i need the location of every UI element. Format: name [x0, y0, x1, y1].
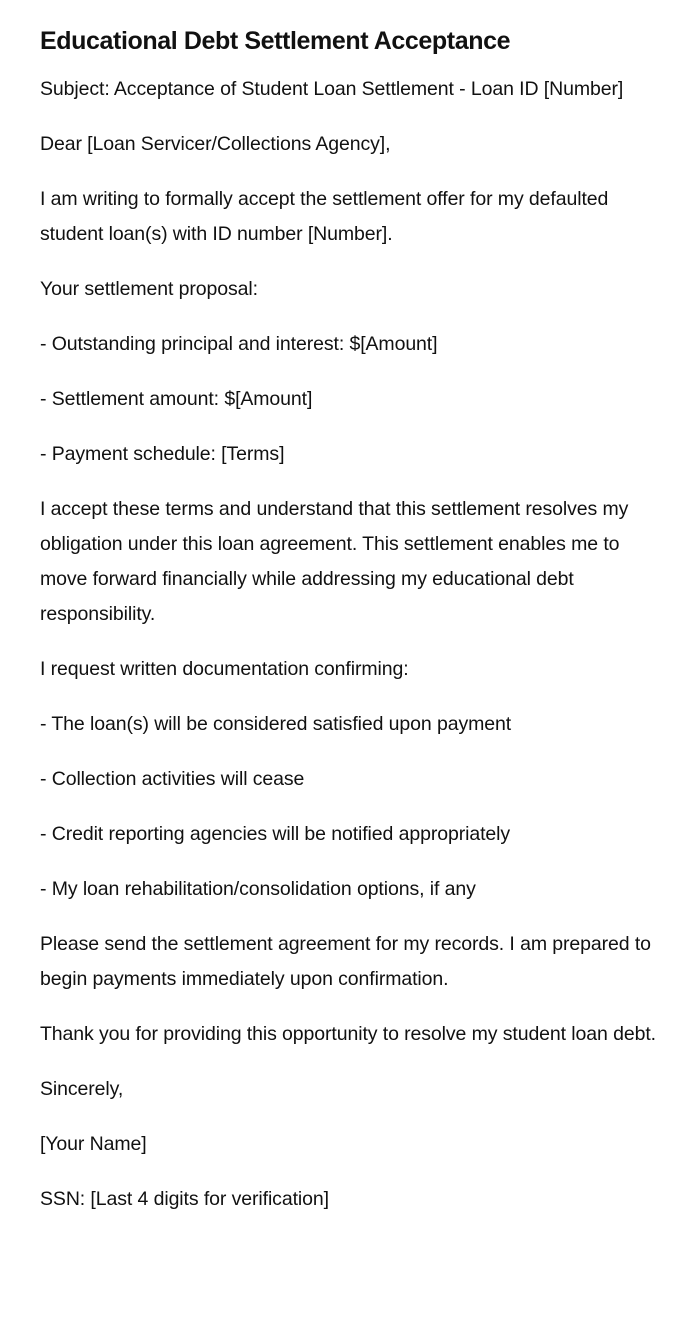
- intro-paragraph: I am writing to formally accept the settlement offer for my defaulted student loan(s) with ID number [Number].: [40, 188, 609, 245]
- request-item: - Credit reporting agencies will be notified appropriately: [40, 823, 511, 845]
- proposal-heading: Your settlement proposal:: [40, 278, 258, 300]
- records-paragraph: Please send the settlement agreement for my records. I am prepared to begin payments immediately upon confirmation.: [40, 933, 651, 990]
- signature-name: [Your Name]: [40, 1133, 147, 1155]
- thanks-paragraph: Thank you for providing this opportunity to resolve my student loan debt.: [40, 1023, 656, 1045]
- request-heading: I request written documentation confirming:: [40, 658, 409, 680]
- salutation: Dear [Loan Servicer/Collections Agency],: [40, 133, 391, 155]
- request-item: - My loan rehabilitation/consolidation options, if any: [40, 878, 476, 900]
- closing: Sincerely,: [40, 1078, 124, 1100]
- proposal-item: - Settlement amount: $[Amount]: [40, 388, 313, 410]
- document-title: Educational Debt Settlement Acceptance: [40, 27, 511, 55]
- proposal-item: - Payment schedule: [Terms]: [40, 443, 285, 465]
- proposal-item: - Outstanding principal and interest: $[Amount]: [40, 333, 438, 355]
- acceptance-paragraph: I accept these terms and understand that this settlement resolves my obligation under this loan agreement. This settlement enables me to move forward financially while addressing my educational debt responsibility.: [40, 498, 629, 625]
- subject-line: Subject: Acceptance of Student Loan Settlement - Loan ID [Number]: [40, 78, 624, 100]
- request-item: - The loan(s) will be considered satisfied upon payment: [40, 713, 512, 735]
- request-item: - Collection activities will cease: [40, 768, 305, 790]
- ssn-line: SSN: [Last 4 digits for verification]: [40, 1188, 329, 1210]
